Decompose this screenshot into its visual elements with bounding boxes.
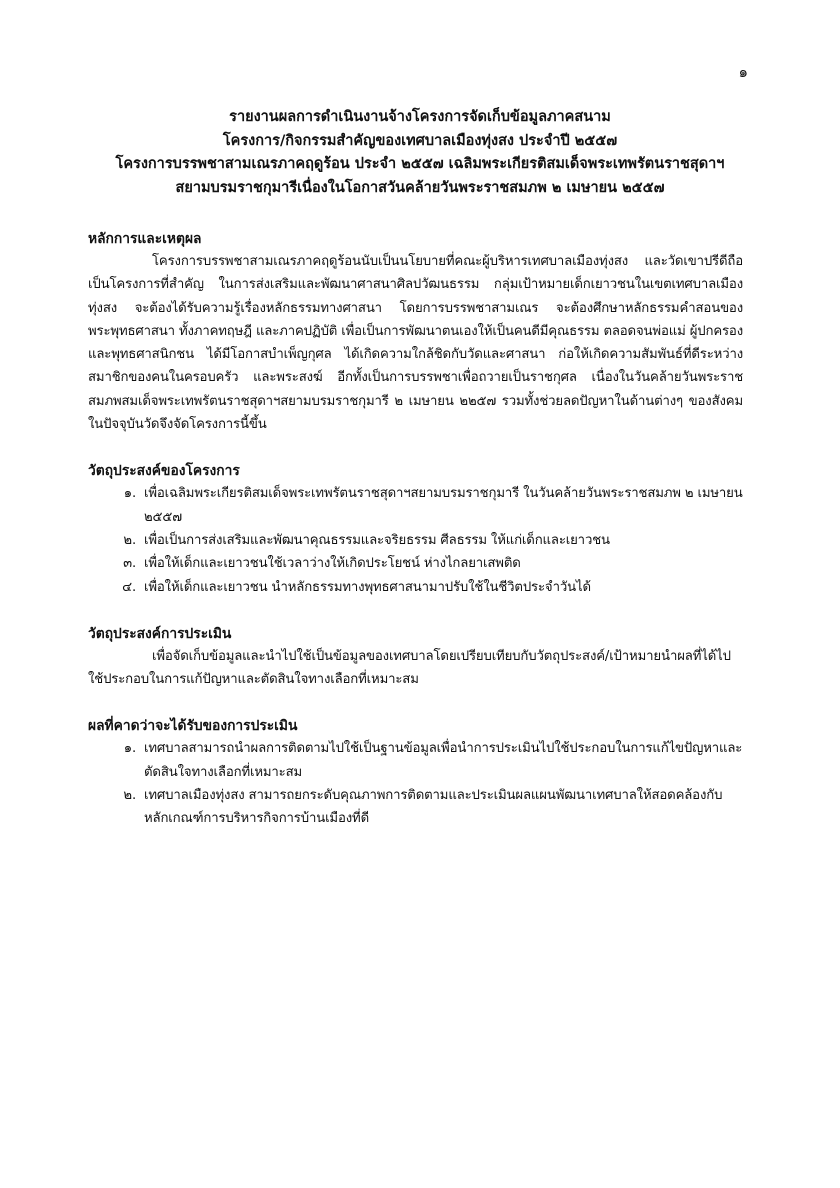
expected-results-section: [88, 715, 743, 830]
list-item-number: ๒.: [123, 532, 136, 548]
evaluation-objective-section: [88, 623, 743, 692]
rationale-section: [88, 228, 743, 436]
list-item: [88, 576, 743, 599]
list-item-text: เพื่อให้เด็กและเยาวชน นำหลักธรรมทางพุทธศาสนามาปรับใช้ในชีวิตประจำวันได้: [144, 579, 591, 595]
list-item: [88, 552, 743, 575]
section-heading: หลักการและเหตุผล: [88, 231, 202, 247]
document-title: [70, 106, 770, 200]
list-item-number: ๔.: [122, 579, 136, 595]
list-item-number: ๒.: [123, 788, 136, 804]
objectives-section: [88, 460, 743, 598]
evaluation-objective-paragraph: เพื่อจัดเก็บข้อมูลและนำไปใช้เป็นข้อมูลของเทศบาลโดยเปรียบเทียบกับวัตถุประสงค์/เป้าหมายนำผลที่ได้ไปใช้ประกอบในการแก้ปัญหาและตัดสินใจทางเลือกที่เหมาะสม: [88, 648, 731, 688]
list-item-text: เทศบาลสามารถนำผลการติดตามไปใช้เป็นฐานข้อมูลเพื่อนำการประเมินไปใช้ประกอบในการแก้ไขปัญหาและตัดสินใจทางเลือกที่เหมาะสม: [144, 741, 743, 780]
list-item-text: เพื่อเฉลิมพระเกียรติสมเด็จพระเทพรัตนราชสุดาฯสยามบรมราชกุมารี ในวันคล้ายวันพระราชสมภพ ๒ เมษายน ๒๕๕๗: [144, 486, 743, 525]
list-item-number: ๓.: [123, 556, 136, 572]
document-body: [88, 228, 743, 855]
title-line: สยามบรมราชกุมารีเนื่องในโอกาสวันคล้ายวันพระราชสมภพ ๒ เมษายน ๒๕๕๗: [175, 179, 665, 196]
section-heading: วัตถุประสงค์การประเมิน: [88, 625, 232, 642]
list-item-text: เทศบาลเมืองทุ่งสง สามารถยกระดับคุณภาพการติดตามและประเมินผลแผนพัฒนาเทศบาลให้สอดคล้องกับหลักเกณฑ์การบริหารกิจการบ้านเมืองที่ดี: [144, 788, 723, 827]
list-item: [88, 482, 743, 529]
section-heading: วัตถุประสงค์ของโครงการ: [88, 463, 240, 480]
list-item-text: เพื่อให้เด็กและเยาวชนใช้เวลาว่างให้เกิดประโยชน์ ห่างไกลยาเสพติด: [144, 556, 521, 572]
list-item: [88, 529, 743, 552]
rationale-paragraph: โครงการบรรพชาสามเณรภาคฤดูร้อนนับเป็นนโยบายที่คณะผู้บริหารเทศบาลเมืองทุ่งสง และวัดเขาปรีดีถือเป็นโครงการที่สำคัญ ในการส่งเสริมและพัฒนาศาสนาศิลปวัฒนธรรม กลุ่มเป้าหมายเด็กเยาวชนในเขตเทศบาลเมืองทุ่งสง จะต้องได้รับความรู้เรื่องหลักธรรมทางศาสนา โดยการบรรพชาสามเณร จะต้องศึกษาหลักธรรมคำสอนของพระพุทธศาสนา ทั้งภาคทฤษฎี และภาคปฏิบัติ เพื่อเป็นการพัฒนาตนเองให้เป็นคนดีมีคุณธรรม ตลอดจนพ่อแม่ ผู้ปกครอง และพุทธศาสนิกชน ได้มีโอกาสบำเพ็ญกุศล ได้เกิดความใกล้ชิดกับวัดและศาสนา ก่อให้เกิดความสัมพันธ์ที่ดีระหว่างสมาชิกของคนในครอบครัว และพระสงฆ์ อีกทั้งเป็นการบรรพชาเพื่อถวายเป็นราชกุศล เนื่องในวันคล้ายวันพระราชสมภพสมเด็จพระเทพรัตนราชสุดาฯสยามบรมราชกุมารี ๒ เมษายน ๒๒๕๗ รวมทั้งช่วยลดปัญหาในด้านต่างๆ ของสังคมในปัจจุบันวัดจึงจัดโครงการนี้ขึ้น: [88, 254, 743, 433]
list-item: [88, 737, 743, 784]
title-line: รายงานผลการดำเนินงานจ้างโครงการจัดเก็บข้อมูลภาคสนาม: [229, 109, 611, 125]
expected-results-list: [88, 737, 743, 830]
title-line: โครงการบรรพชาสามเณรภาคฤดูร้อน ประจำ ๒๕๕๗ เฉลิมพระเกียรติสมเด็จพระเทพรัตนราชสุดาฯ: [115, 156, 725, 172]
page-number: ๑: [738, 63, 748, 81]
list-item-number: ๑.: [123, 741, 136, 757]
list-item-number: ๑.: [123, 486, 136, 502]
list-item: [88, 784, 743, 831]
section-heading: ผลที่คาดว่าจะได้รับของการประเมิน: [88, 718, 298, 735]
objectives-list: [88, 482, 743, 598]
list-item-text: เพื่อเป็นการส่งเสริมและพัฒนาคุณธรรมและจริยธรรม ศีลธรรม ให้แก่เด็กและเยาวชน: [144, 532, 610, 548]
title-line: โครงการ/กิจกรรมสำคัญของเทศบาลเมืองทุ่งสง ประจำปี ๒๕๕๗: [222, 132, 618, 149]
